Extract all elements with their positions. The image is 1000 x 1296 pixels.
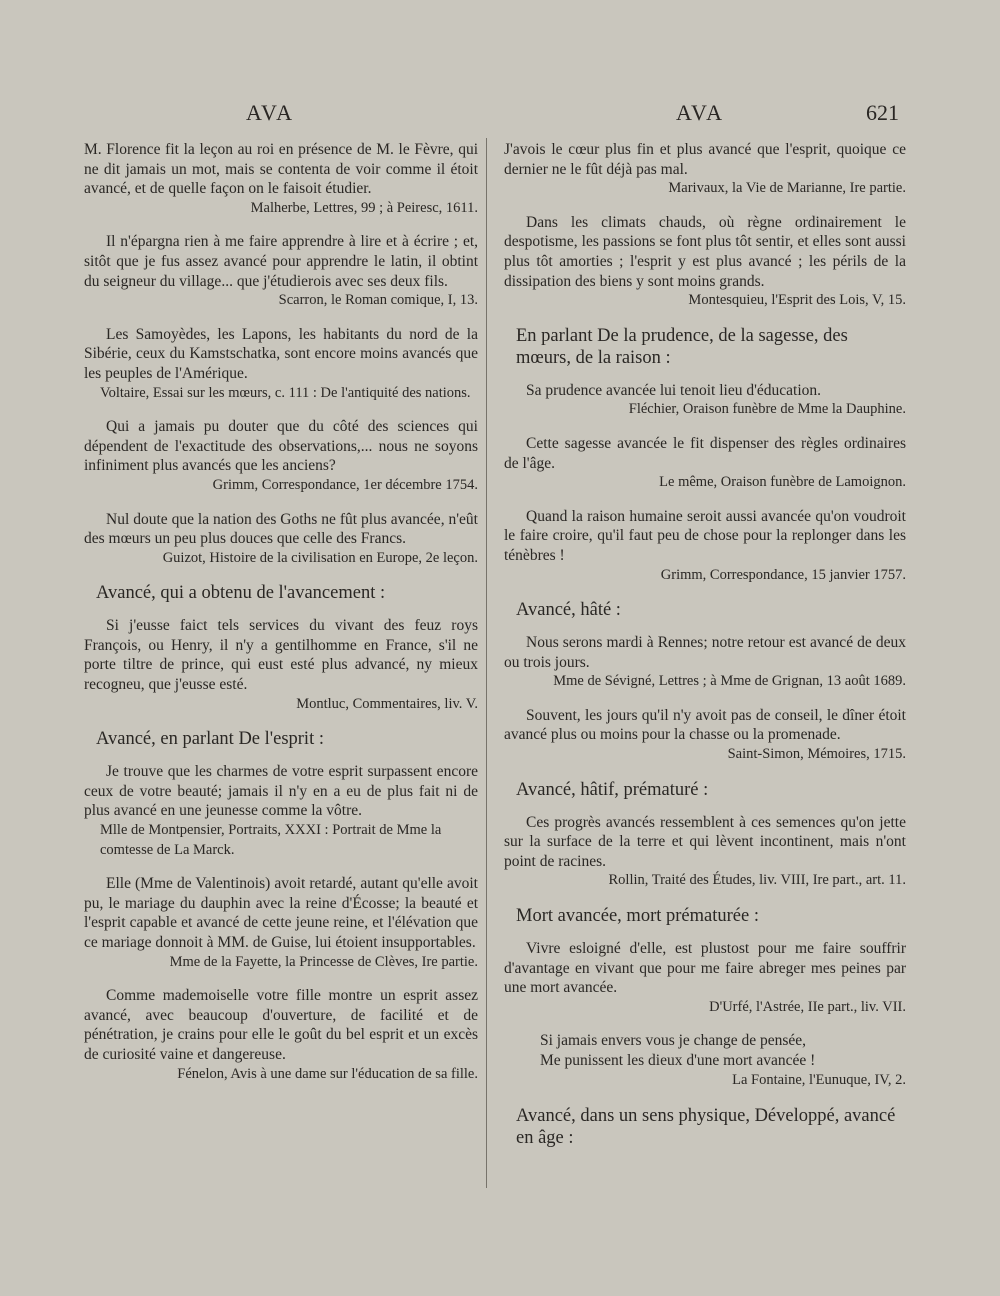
- section-heading: Avancé, hâté :: [516, 600, 621, 621]
- section-heading: En parlant De la prudence, de la sagesse, des mœurs, de la raison :: [516, 325, 848, 368]
- citation: Marivaux, la Vie de Marianne, Ire partie.: [668, 180, 906, 197]
- verse-line: Si jamais envers vous je change de pensée,: [540, 1032, 806, 1050]
- citation: La Fontaine, l'Eunuque, IV, 2.: [732, 1072, 906, 1089]
- running-head-right: AVA: [676, 100, 724, 125]
- quotation: Cette sagesse avancée le fit dispenser des règles ordinaires de l'âge.: [504, 434, 906, 472]
- section-heading: Avancé, en parlant De l'esprit :: [96, 729, 324, 750]
- quotation: Les Samoyèdes, les Lapons, les habitants du nord de la Sibérie, ceux du Kamstschatka, sont encore moins avancés que les peuples de l'Amérique.: [84, 325, 478, 382]
- quotation: M. Florence fit la leçon au roi en présence de M. le Fèvre, qui ne dit jamais un mot, mais se contenta de voir comme il étoit avancé, et de quelle façon on le faisoit étudier.: [84, 141, 478, 198]
- citation: Mme de Sévigné, Lettres ; à Mme de Grignan, 13 août 1689.: [553, 673, 906, 690]
- quotation: Ces progrès avancés ressemblent à ces semences qu'on jette sur la surface de la terre et qui lèvent incontinent, mais n'ont point de racines.: [504, 813, 906, 870]
- citation: Montesquieu, l'Esprit des Lois, V, 15.: [688, 292, 906, 309]
- quotation: Il n'épargna rien à me faire apprendre à lire et à écrire ; et, sitôt que je fus assez avancé pour apprendre le latin, il obtint du seigneur du village... que j'étudierois avec ses deux fils.: [84, 233, 478, 290]
- quotation: Si j'eusse faict tels services du vivant des feuz roys François, ou Henry, il n'y a gentilhomme en France, s'il ne porte tiltre de prince, qui eust esté plus advancé, ny mieux recogneu, que j'eusse esté.: [84, 617, 478, 694]
- citation: Mme de la Fayette, la Princesse de Clèves, Ire partie.: [169, 953, 478, 970]
- citation: Mlle de Montpensier, Portraits, XXXI : Portrait de Mme la comtesse de La Marck.: [100, 822, 442, 858]
- citation: Scarron, le Roman comique, I, 13.: [278, 292, 478, 309]
- citation: Guizot, Histoire de la civilisation en Europe, 2e leçon.: [162, 549, 478, 566]
- citation: D'Urfé, l'Astrée, IIe part., liv. VII.: [709, 998, 906, 1015]
- citation: Saint-Simon, Mémoires, 1715.: [727, 746, 906, 763]
- quotation: Sa prudence avancée lui tenoit lieu d'éducation.: [526, 381, 822, 399]
- right-column: [504, 140, 906, 1161]
- citation: Malherbe, Lettres, 99 ; à Peiresc, 1611.: [250, 199, 478, 216]
- section-heading: Avancé, qui a obtenu de l'avancement :: [96, 583, 386, 604]
- quotation: Nous serons mardi à Rennes; notre retour est avancé de deux ou trois jours.: [504, 634, 906, 671]
- citation: Rollin, Traité des Études, liv. VIII, Ire part., art. 11.: [608, 872, 906, 889]
- section-heading: Avancé, hâtif, prématuré :: [516, 779, 709, 800]
- quotation: Je trouve que les charmes de votre esprit surpassent encore ceux de votre beauté; jamais il n'y en a eu de plus fait ni de plus avancé en une jeunesse comme la vôtre.: [84, 763, 478, 820]
- column-divider: [486, 138, 487, 1188]
- quotation: Nul doute que la nation des Goths ne fût plus avancée, n'eût des mœurs un peu plus douces que celle des Francs.: [84, 510, 478, 548]
- section-heading: Avancé, dans un sens physique, Développé, avancé en âge :: [516, 1106, 896, 1148]
- quotation: Vivre esloigné d'elle, est plustost pour me faire souffrir d'avantage en vivant que pour me faire abreger mes peines par une mort avancée.: [504, 940, 906, 997]
- section-heading: Mort avancée, mort prématurée :: [516, 906, 759, 927]
- citation: Grimm, Correspondance, 15 janvier 1757.: [660, 566, 906, 583]
- citation: Grimm, Correspondance, 1er décembre 1754.: [212, 476, 478, 493]
- page-number: 621: [866, 100, 899, 125]
- quotation: Comme mademoiselle votre fille montre un esprit assez avancé, avec beaucoup d'ouverture, de facilité et de pénétration, je crains pour elle le goût du bel esprit et un excès de curiosité vaine et dangereuse.: [84, 987, 478, 1063]
- quotation: Quand la raison humaine seroit aussi avancée qu'on voudroit le faire croire, qu'il faut peu de chose pour la replonger dans les ténèbres !: [504, 507, 906, 564]
- citation: Montluc, Commentaires, liv. V.: [296, 695, 478, 712]
- left-column: [84, 140, 478, 1098]
- citation: Fénelon, Avis à une dame sur l'éducation de sa fille.: [177, 1065, 478, 1082]
- citation: Fléchier, Oraison funèbre de Mme la Dauphine.: [628, 401, 906, 418]
- verse-line: Me punissent les dieux d'une mort avancée !: [540, 1052, 816, 1070]
- quotation: J'avois le cœur plus fin et plus avancé que l'esprit, quoique ce dernier ne le fût déjà pas mal.: [504, 141, 906, 178]
- quotation: Souvent, les jours qu'il n'y avoit pas de conseil, le dîner étoit avancé plus ou moins pour la chasse ou la promenade.: [504, 706, 906, 744]
- quotation: Elle (Mme de Valentinois) avoit retardé, autant qu'elle avoit pu, le mariage du dauphin avec la reine d'Écosse; la beauté et l'esprit capable et avancé de cette jeune reine, et l'élévation que ce mariage donnoit à MM. de Guise, lui étoient insupportables.: [84, 875, 478, 951]
- citation: Voltaire, Essai sur les mœurs, c. 111 : De l'antiquité des nations.: [100, 384, 471, 401]
- running-head-left: AVA: [246, 100, 294, 125]
- citation: Le même, Oraison funèbre de Lamoignon.: [659, 474, 906, 491]
- quotation: Dans les climats chauds, où règne ordinairement le despotisme, les passions se font plus tôt sentir, et elles sont aussi plus tôt amorties ; l'esprit y est plus avancé ; les périls de la dissipation des biens y sont moins grands.: [504, 213, 906, 290]
- quotation: Qui a jamais pu douter que du côté des sciences qui dépendent de l'exactitude des observations,... nous ne soyons infiniment plus avancés que les anciens?: [84, 418, 478, 475]
